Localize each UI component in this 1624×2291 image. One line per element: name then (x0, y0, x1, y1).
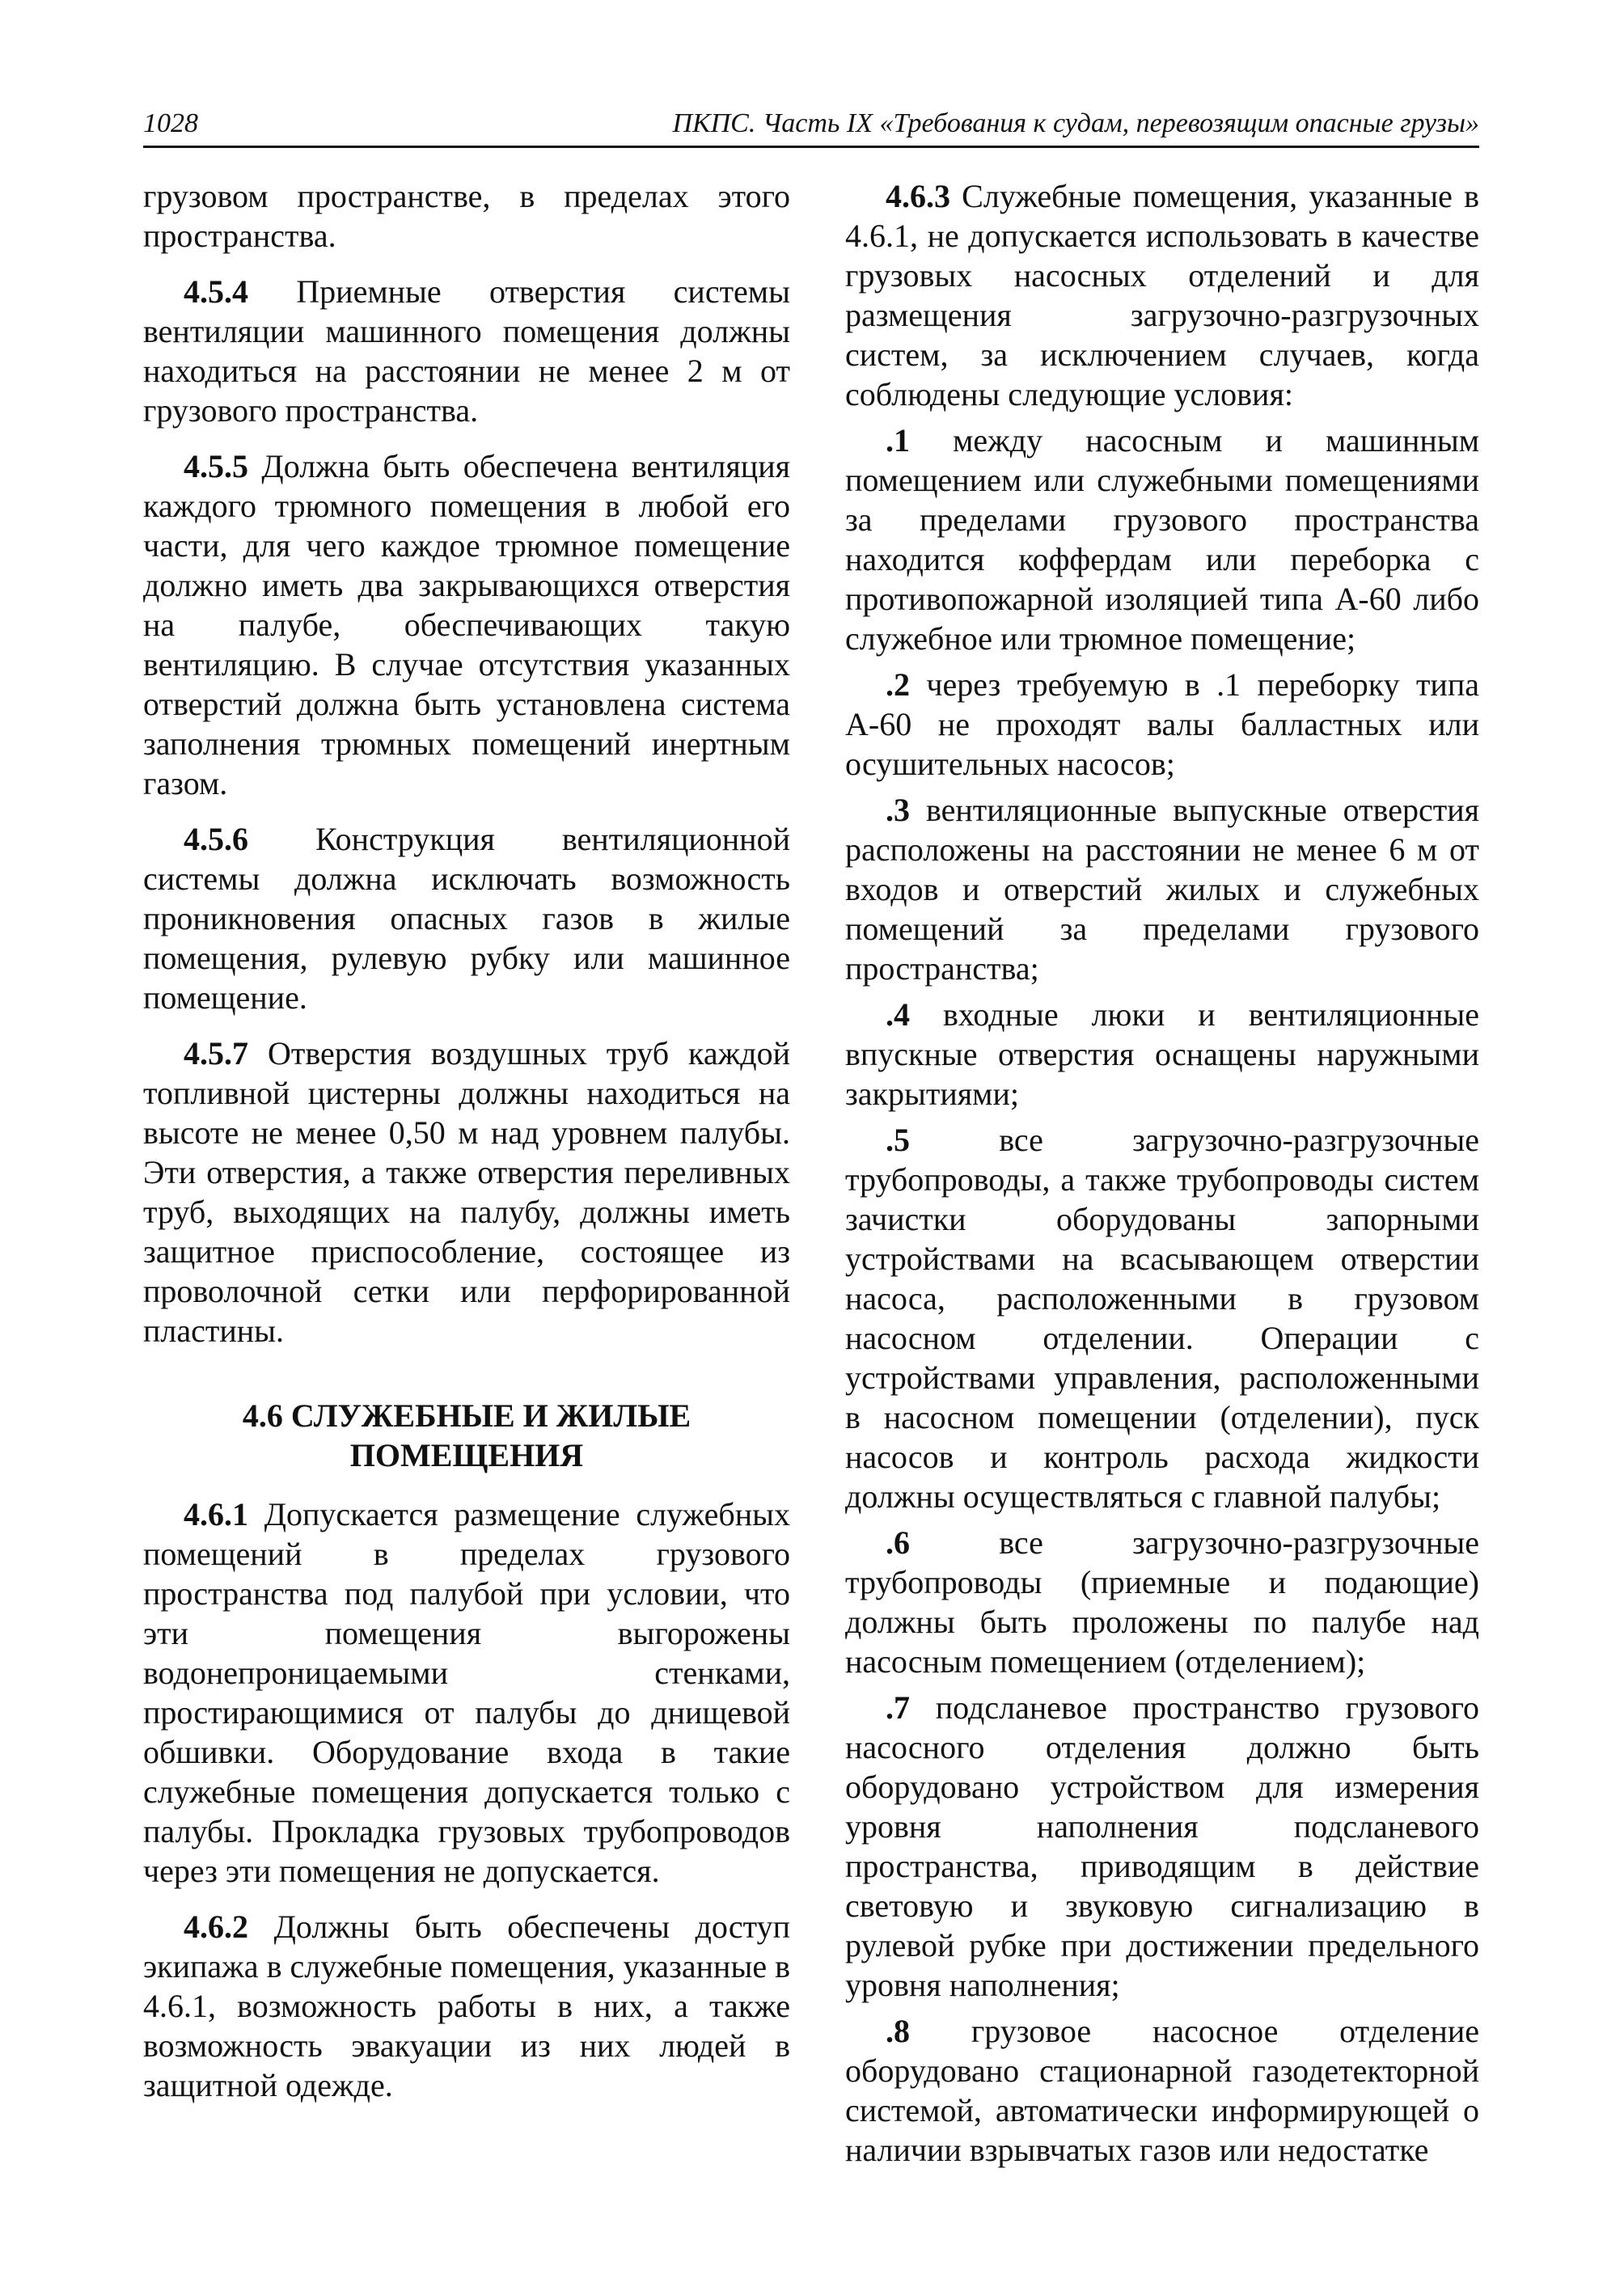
list-item-4 (845, 995, 1479, 1114)
clause-text: Конструкция вентиляционной системы должна исключать возможность проникновения опасных газов в жилые помещения, рулевую рубку или машинное помещение. (143, 821, 790, 1016)
list-item-3 (845, 790, 1479, 988)
clause-text: Должны быть обеспечены доступ экипажа в служебные помещения, указанные в 4.6.1, возможность работы в них, а также возможность эвакуации из них людей в защитной одежде. (143, 1908, 790, 2103)
clause-4-6-1 (143, 1494, 790, 1891)
clause-number: 4.5.7 (184, 1035, 248, 1072)
clause-text: Служебные помещения, указанные в 4.6.1, не допускается использовать в качестве грузовых насосных отделений и для размещения загрузочно-разгрузочных систем, за исключением случаев, когда соблюдены следующие условия: (845, 178, 1479, 412)
item-text: через требуемую в .1 переборку типа А-60 не проходят валы балластных или осушительных насосов; (845, 666, 1479, 782)
section-heading-line-2: ПОМЕЩЕНИЯ (349, 1437, 584, 1473)
item-number: .2 (886, 666, 910, 703)
list-item-2 (845, 665, 1479, 784)
item-text: входные люки и вентиляционные впускные отверстия оснащены наружными закрытиями; (845, 996, 1479, 1112)
section-heading (143, 1396, 790, 1475)
clause-text: Должна быть обеспечена вентиляция каждого трюмного помещения в любой его части, для чего каждое трюмное помещение должно иметь два закрывающихся отверстия на палубе, обеспечивающих такую вентиляцию. В случае отсутствия указанных отверстий должна быть установлена система заполнения трюмных помещений инертным газом. (143, 448, 790, 801)
item-text: вентиляционные выпускные отверстия расположены на расстоянии не менее 6 м от входов и отверстий жилых и служебных помещений за пределами грузового пространства; (845, 792, 1479, 987)
list-item-6 (845, 1523, 1479, 1681)
section-heading-line-1: 4.6 СЛУЖЕБНЫЕ И ЖИЛЫЕ (242, 1397, 691, 1434)
clause-4-6-2 (143, 1907, 790, 2105)
list-item-8 (845, 2011, 1479, 2170)
item-text: между насосным и машинным помещением или служебными помещениями за пределами грузового пространства находится коффердам или переборка с противопожарной изоляцией типа А-60 либо служебное или трюмное помещение; (845, 422, 1479, 657)
right-column (845, 176, 1479, 2176)
item-number: .7 (886, 1689, 910, 1726)
clause-text: Приемные отверстия системы вентиляции машинного помещения должны находиться на расстоянии не менее 2 м от грузового пространства. (143, 273, 790, 429)
clause-4-5-5 (143, 446, 790, 803)
item-text: все загрузочно-разгрузочные трубопроводы, а также трубопроводы систем зачистки оборудованы запорными устройствами на всасывающем отверстии насоса, расположенными в грузовом насосном отделении. Операции с устройствами управления, расположенными в насосном помещении (отделении), пуск насосов и контроль расхода жидкости должны осуществляться с главной палубы; (845, 1122, 1479, 1515)
clause-number: 4.6.3 (886, 178, 950, 214)
clause-number: 4.6.1 (184, 1496, 248, 1532)
clause-4-5-6 (143, 819, 790, 1017)
clause-text: Допускается размещение служебных помещений в пределах грузового пространства под палубой при условии, что эти помещения выгорожены водонепроницаемыми стенками, простирающимися от палубы до днищевой обшивки. Оборудование входа в такие служебные помещения допускается только с палубы. Прокладка грузовых трубопроводов через эти помещения не допускается. (143, 1496, 790, 1889)
running-header (143, 105, 1479, 148)
page-number: 1028 (143, 108, 198, 138)
clause-4-6-3 (845, 176, 1479, 414)
clause-number: 4.5.5 (184, 448, 248, 484)
clause-number: 4.6.2 (184, 1908, 248, 1945)
clause-4-5-7 (143, 1033, 790, 1351)
item-text: все загрузочно-разгрузочные трубопроводы (приемные и подающие) должны быть проложены по палубе над насосным помещением (отделением); (845, 1524, 1479, 1680)
paragraph-continuation: грузовом пространстве, в пределах этого пространства. (143, 178, 790, 254)
item-number: .5 (886, 1122, 910, 1158)
item-number: .6 (886, 1524, 910, 1561)
item-number: .4 (886, 996, 910, 1033)
running-title: ПКПС. Часть IX «Требования к судам, перевозящим опасные грузы» (672, 108, 1479, 138)
clause-number: 4.5.4 (184, 273, 248, 310)
list-item-5 (845, 1120, 1479, 1516)
list-item-7 (845, 1688, 1479, 2005)
item-number: .1 (886, 422, 910, 459)
item-text: грузовое насосное отделение оборудовано стационарной газодетекторной системой, автоматически информирующей о наличии взрывчатых газов или недостатке (845, 2013, 1479, 2168)
clause-text: Отверстия воздушных труб каждой топливной цистерны должны находиться на высоте не менее 0,50 м над уровнем палубы. Эти отверстия, а также отверстия переливных труб, выходящих на палубу, должны иметь защитное приспособление, состоящее из проволочной сетки или перфорированной пластины. (143, 1035, 790, 1349)
item-number: .8 (886, 2013, 910, 2049)
item-text: подсланевое пространство грузового насосного отделения должно быть оборудовано устройством для измерения уровня наполнения подсланевого пространства, приводящим в действие световую и звуковую сигнализацию в рулевой рубке при достижении предельного уровня наполнения; (845, 1689, 1479, 2003)
clause-number: 4.5.6 (184, 821, 248, 857)
list-item-1 (845, 421, 1479, 658)
left-column (143, 176, 790, 2121)
item-number: .3 (886, 792, 910, 828)
clause-4-5-4 (143, 272, 790, 430)
